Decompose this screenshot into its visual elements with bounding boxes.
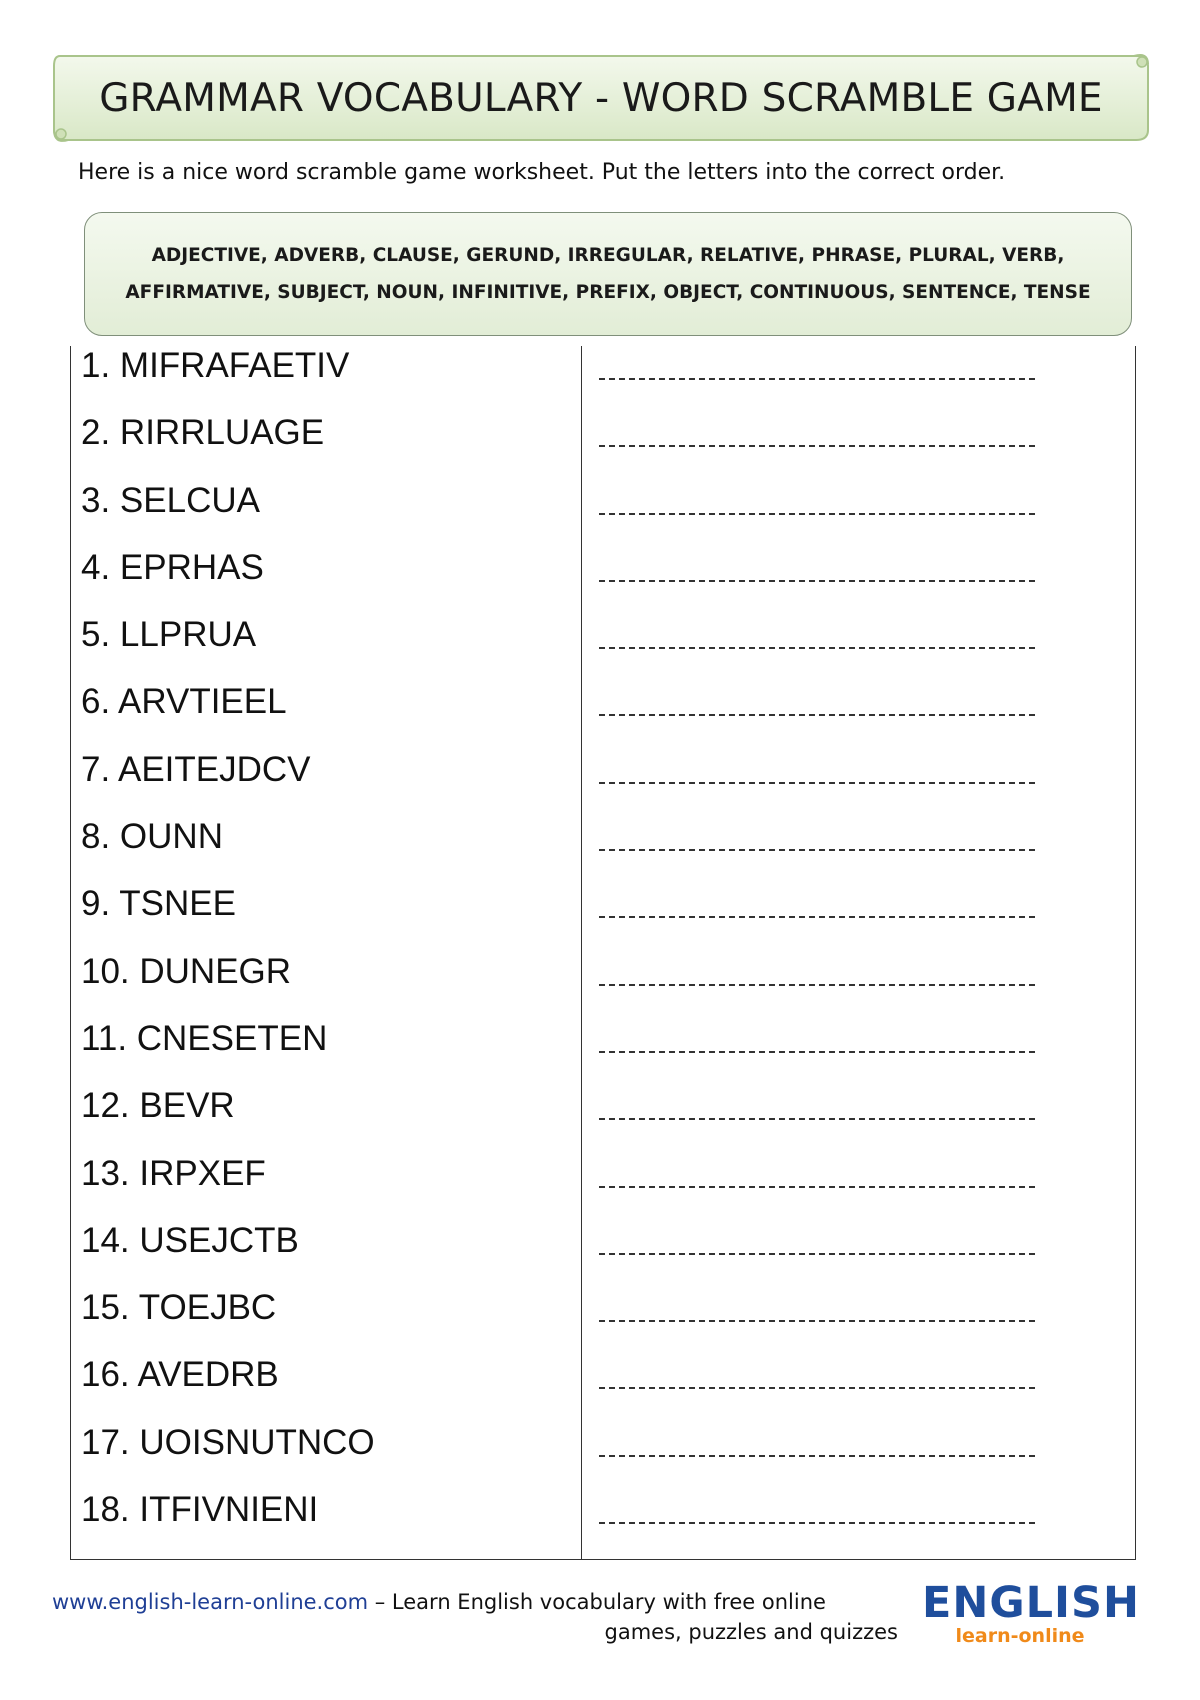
answer-line[interactable] [599, 647, 1035, 649]
scramble-item-row [71, 346, 1135, 413]
word-bank-list: ADJECTIVE, ADVERB, CLAUSE, GERUND, IRREGULAR, RELATIVE, PHRASE, PLURAL, VERB, AFFIRMATIVE, SUBJECT, NOUN, INFINITIVE, PREFIX, OBJECT, CONTINUOUS, SENTENCE, TENSE [125, 245, 1091, 303]
scramble-item-row [71, 548, 1135, 615]
scramble-item-row [71, 1154, 1135, 1221]
scramble-item-row [71, 817, 1135, 884]
answer-line[interactable] [599, 513, 1035, 515]
answer-line[interactable] [599, 1522, 1035, 1524]
footer-description: – Learn English vocabulary with free online [368, 1590, 826, 1614]
instructions: Here is a nice word scramble game worksheet. Put the letters into the correct order. [78, 160, 1006, 185]
footer-description-line2: games, puzzles and quizzes [604, 1620, 898, 1644]
scramble-item-row [71, 952, 1135, 1019]
scramble-item-row [71, 615, 1135, 682]
scramble-item-row [71, 1423, 1135, 1490]
scrambled-word: 2. RIRRLUAGE [81, 413, 325, 453]
answer-line[interactable] [599, 445, 1035, 447]
answer-line[interactable] [599, 1320, 1035, 1322]
scramble-item-row [71, 413, 1135, 480]
logo-tagline: learn-online [955, 1625, 1085, 1647]
scramble-item-row [71, 1355, 1135, 1422]
scrambled-word: 8. OUNN [81, 817, 223, 857]
scramble-item-row [71, 682, 1135, 749]
page-title: GRAMMAR VOCABULARY - WORD SCRAMBLE GAME [99, 75, 1103, 121]
scramble-item-row [71, 1288, 1135, 1355]
scrambled-word: 15. TOEJBC [81, 1288, 277, 1328]
scrambled-word: 7. AEITEJDCV [81, 749, 311, 789]
logo-wordmark: ENGLISH [922, 1578, 1141, 1628]
scrambled-word: 10. DUNEGR [81, 951, 292, 991]
word-bank-box [84, 212, 1132, 336]
answer-line[interactable] [599, 1051, 1035, 1053]
scrambled-word: 11. CNESETEN [81, 1018, 328, 1058]
answer-line[interactable] [599, 984, 1035, 986]
answer-line[interactable] [599, 1455, 1035, 1457]
answer-line[interactable] [599, 1387, 1035, 1389]
answer-line[interactable] [599, 1186, 1035, 1188]
scramble-item-row [71, 1019, 1135, 1086]
answer-rows [71, 346, 1135, 1557]
scramble-item-row [71, 481, 1135, 548]
footer-text [52, 1590, 826, 1614]
scramble-item-row [71, 1490, 1135, 1557]
answer-line[interactable] [599, 714, 1035, 716]
scrambled-word: 1. MIFRAFAETIV [81, 346, 350, 385]
scrambled-word: 4. EPRHAS [81, 547, 264, 587]
scrambled-word: 16. AVEDRB [81, 1355, 279, 1395]
scramble-item-row [71, 884, 1135, 951]
answer-table [70, 346, 1136, 1560]
scrambled-word: 14. USEJCTB [81, 1220, 299, 1260]
answer-line[interactable] [599, 1118, 1035, 1120]
website-link[interactable]: www.english-learn-online.com [52, 1590, 369, 1614]
title-banner [52, 52, 1150, 144]
answer-line[interactable] [599, 1253, 1035, 1255]
answer-line[interactable] [599, 849, 1035, 851]
answer-line[interactable] [599, 916, 1035, 918]
scrambled-word: 17. UOISNUTNCO [81, 1422, 375, 1462]
scrambled-word: 13. IRPXEF [81, 1153, 266, 1193]
brand-logo [922, 1578, 1141, 1652]
answer-line[interactable] [599, 580, 1035, 582]
answer-line[interactable] [599, 782, 1035, 784]
scramble-item-row [71, 1086, 1135, 1153]
scrambled-word: 6. ARVTIEEL [81, 682, 287, 722]
scrambled-word: 12. BEVR [81, 1086, 235, 1126]
scrambled-word: 3. SELCUA [81, 480, 260, 520]
scrambled-word: 18. ITFIVNIENI [81, 1490, 319, 1530]
scrambled-word: 9. TSNEE [81, 884, 236, 924]
scramble-item-row [71, 1221, 1135, 1288]
scrambled-word: 5. LLPRUA [81, 615, 257, 655]
scramble-item-row [71, 750, 1135, 817]
answer-line[interactable] [599, 378, 1035, 380]
